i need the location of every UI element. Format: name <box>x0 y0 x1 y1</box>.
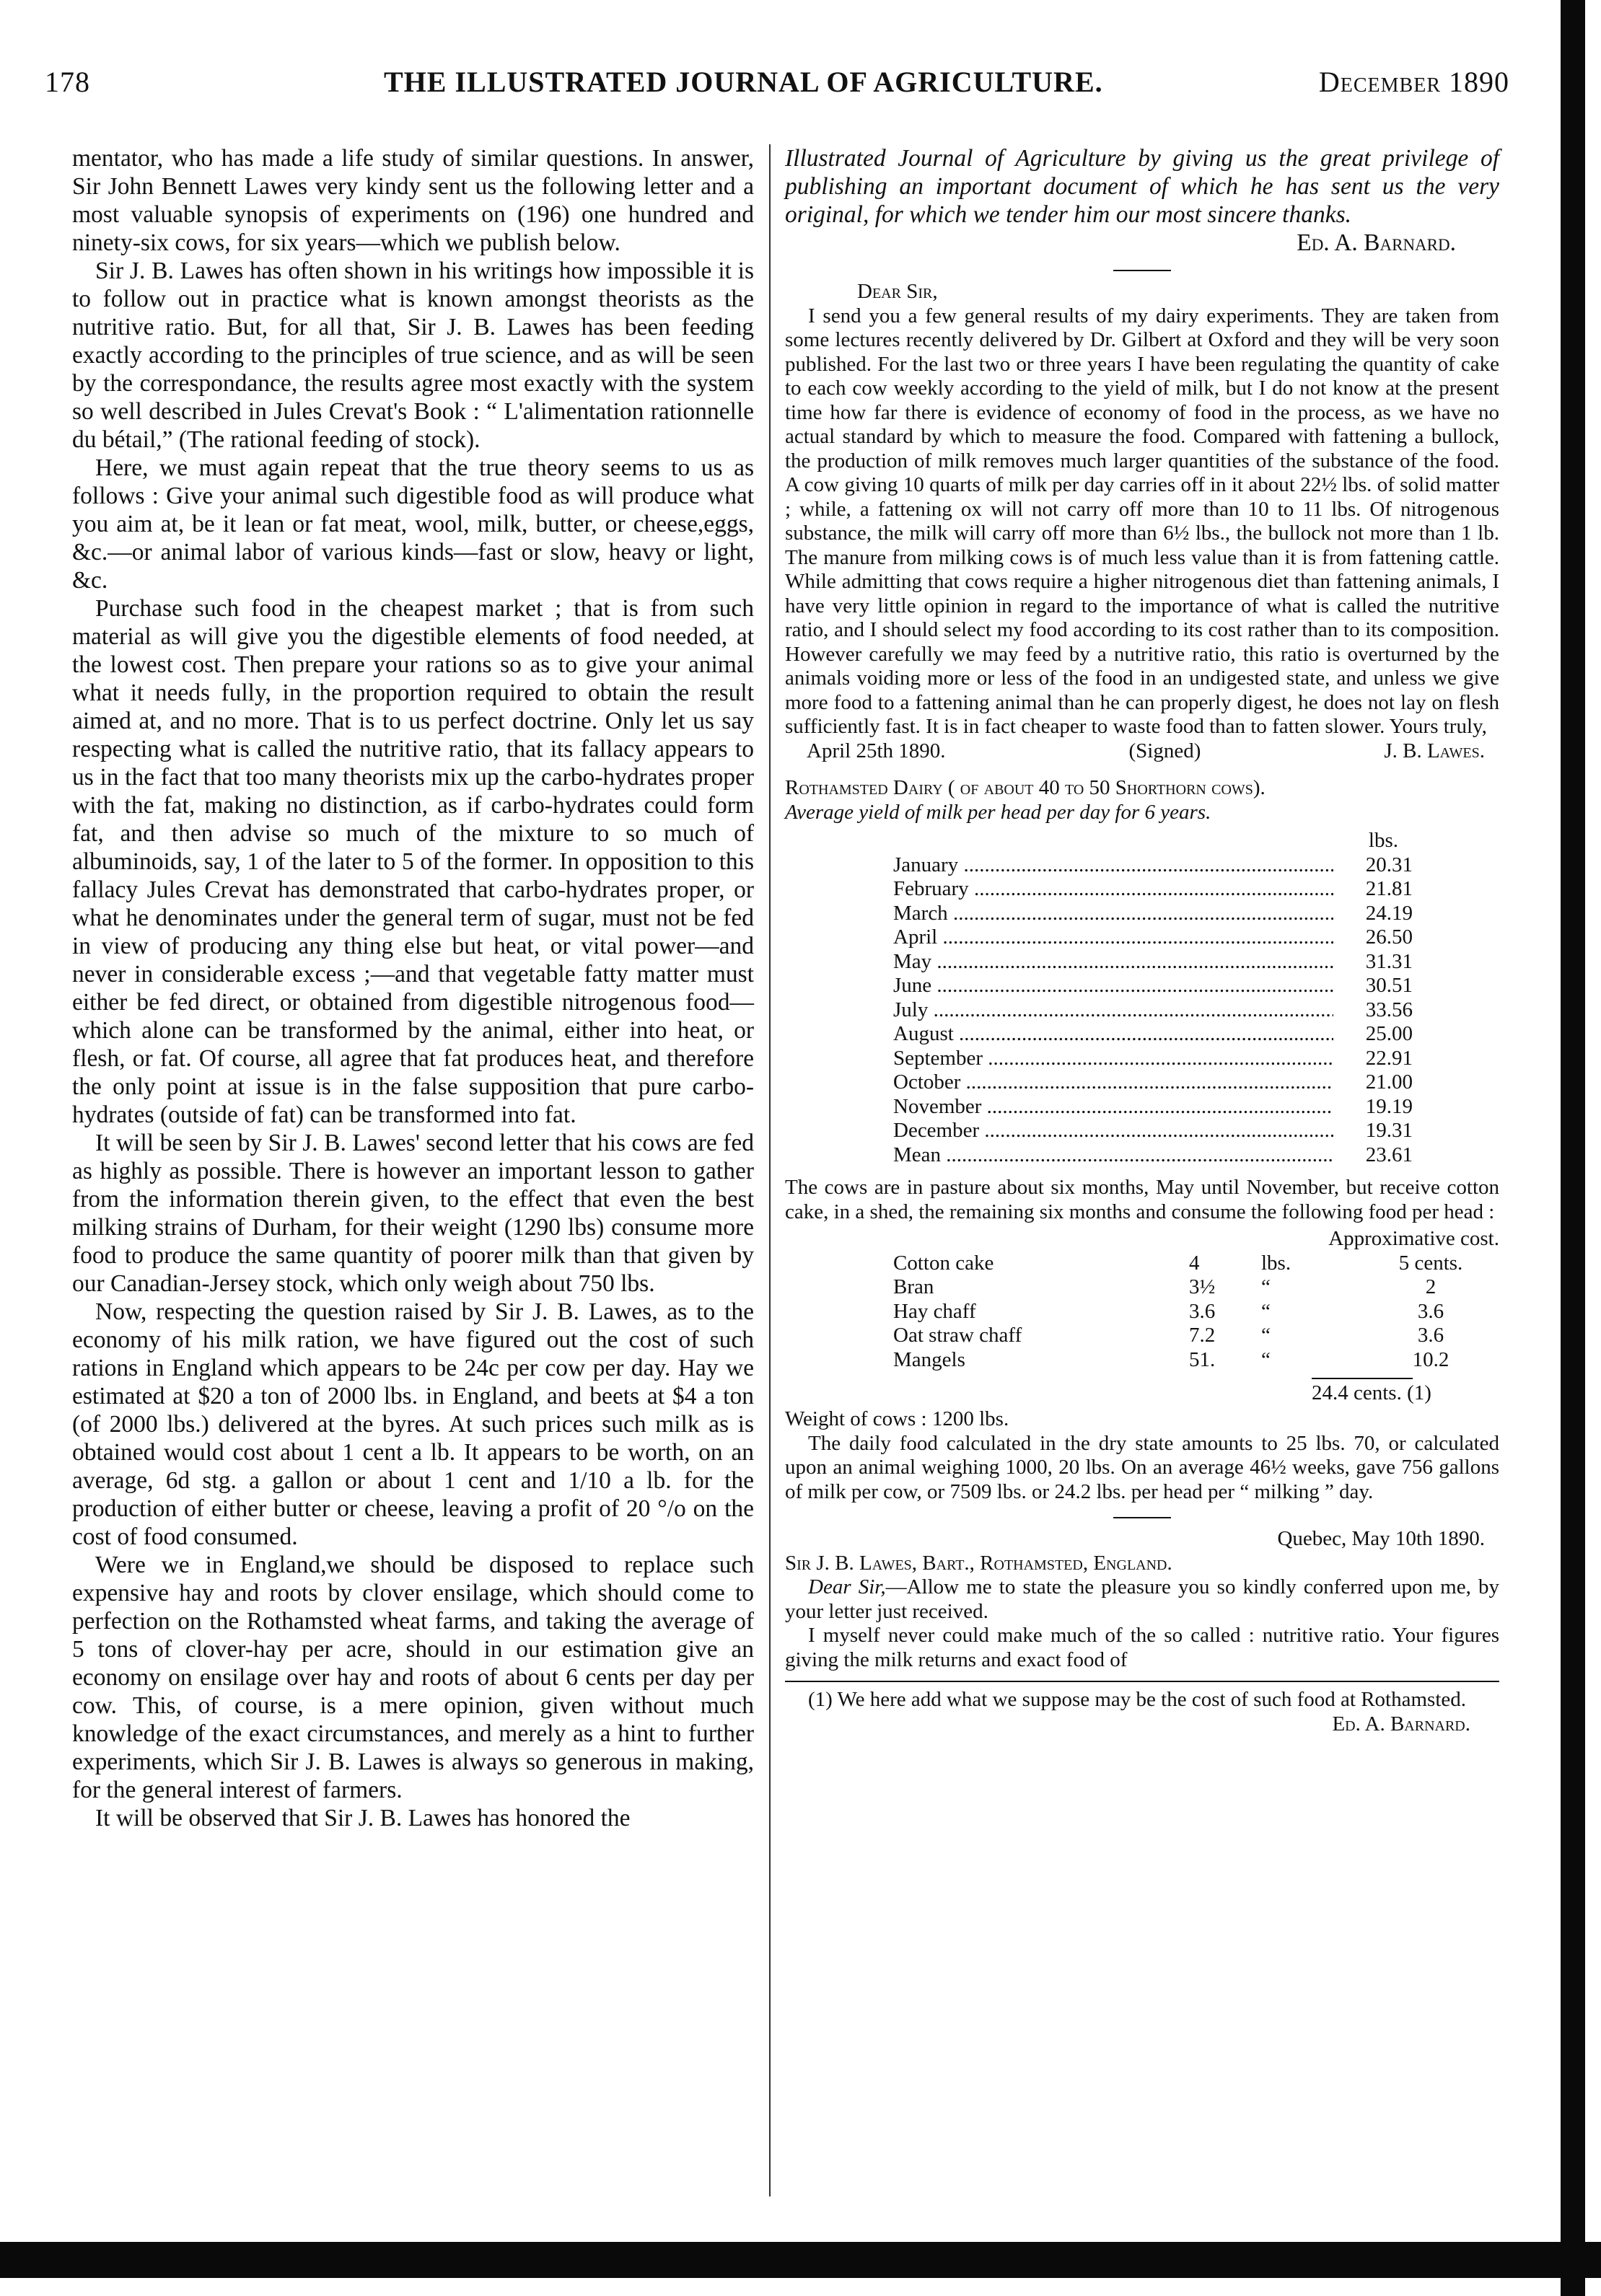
feed-unit: “ <box>1261 1324 1271 1347</box>
paragraph: Purchase such food in the cheapest market ; that is from such material as will give you the digestible elements of food needed, at the lowest cost. Then prepare your rations so as to give your animal what it needs fully, in the proportion required to obtain the result aimed at, and no more. That is to us perfect doctrine. Only let us say respecting what is called the nutritive ratio, that its fallacy appears to us in the fact that too many theorists mix up the carbo-hydrates proper with the fat, making no distinction, as if carbo-hydrates could form fat, and then advise so much of the mixture to so much of albuminoids, say, 1 of the later to 5 of the former. In opposition to this fallacy Jules Crevat has demonstrated that carbo-hydrates proper, or what he denominates under the general term of sugar, must not be fed in view of producing any thing else but heat, or vital power—and never in considerable excess ;—and that vegetable fatty matter must either be fed direct, or obtained from digestible nitrogenous food—which alone can be transformed by the animal, either into heat, or flesh, or fat. Of course, all agree that fat produces heat, and therefore the only point at issue is in the false supposition that pure carbo-hydrates (outside of fat) can be transformed into fat. <box>72 595 754 1128</box>
pasture-paragraph: The cows are in pasture about six months, May until November, but receive cotton cake, in a shed, the remaining six months and consume the following food per head : <box>785 1176 1499 1223</box>
second-letter-salutation: Dear Sir, <box>808 1575 886 1598</box>
table-row <box>893 1095 1413 1120</box>
yield-value: 24.19 <box>1365 901 1413 925</box>
month-label: April ..... <box>893 925 1333 950</box>
journal-title: THE ILLUSTRATED JOURNAL OF AGRICULTURE. <box>384 66 1103 98</box>
column-divider <box>769 144 771 2196</box>
footnote-signature: Ed. A. Barnard. <box>1332 1712 1470 1736</box>
paragraph: It will be observed that Sir J. B. Lawes has honored the <box>95 1805 631 1831</box>
feed-item: Cotton cake <box>893 1251 994 1275</box>
table-row <box>893 1119 1413 1143</box>
feed-item: Bran <box>893 1275 934 1298</box>
feed-qty: 3½ <box>1189 1275 1216 1298</box>
yield-value: 19.19 <box>1365 1094 1413 1118</box>
section-rule <box>1113 1517 1171 1518</box>
table-row <box>893 1070 1413 1095</box>
feed-cost: 5 cents. <box>1398 1251 1463 1275</box>
page-number: 178 <box>45 66 90 98</box>
letter-signature: J. B. Lawes. <box>1384 739 1485 762</box>
yield-value: 23.61 <box>1365 1143 1413 1166</box>
table-title: Rothamsted Dairy ( of about 40 to 50 Shorthorn cows). <box>785 776 1266 799</box>
page-header <box>45 65 1509 108</box>
table-unit: lbs. <box>1368 829 1398 852</box>
monthly-yield-table <box>893 829 1413 1167</box>
paragraph: It will be seen by Sir J. B. Lawes' second letter that his cows are fed as highly as possible. There is however an important lesson to gather from the information therein given, to the effect that even the best milking strains of Durham, for their weight (1290 lbs) consume more food to produce the same quantity of poorer milk than that given by our Canadian-Jersey stock, which only weigh about 750 lbs. <box>72 1130 754 1297</box>
second-letter-paragraph <box>785 1575 1499 1624</box>
table-row <box>893 1047 1413 1071</box>
yield-value: 22.91 <box>1365 1046 1413 1070</box>
table-row <box>893 950 1413 975</box>
feed-item: Oat straw chaff <box>893 1324 1022 1347</box>
feed-qty: 7.2 <box>1189 1324 1216 1347</box>
second-letter-addressee: Sir J. B. Lawes, Bart., Rothamsted, England. <box>785 1551 1172 1575</box>
intro-paragraph: Illustrated Journal of Agriculture by giving us the great privilege of publishing an important document of which he has sent us the very original, for which we tender him our most sincere thanks. <box>785 145 1499 228</box>
yield-value: 30.51 <box>1365 974 1413 997</box>
yield-value: 20.31 <box>1365 853 1413 876</box>
month-label: June ..... <box>893 974 1333 998</box>
feed-item: Hay chaff <box>893 1299 976 1323</box>
month-label: October ..... <box>893 1070 1333 1095</box>
footnote-rule <box>785 1681 1499 1682</box>
feed-qty: 3.6 <box>1189 1299 1216 1323</box>
month-label: May ..... <box>893 950 1333 975</box>
feed-unit: “ <box>1261 1347 1271 1371</box>
daily-food-paragraph: The daily food calculated in the dry state amounts to 25 lbs. 70, or calculated upon an animal weighing 1000, 20 lbs. On an average 46½ weeks, gave 756 gallons of milk per cow, or 7509 lbs. or 24.2 lbs. per head per “ milking ” day. <box>785 1431 1499 1503</box>
yield-value: 33.56 <box>1365 998 1413 1021</box>
editor-signature: Ed. A. Barnard. <box>1297 229 1456 256</box>
month-label: November ..... <box>893 1095 1333 1120</box>
feed-cost-header: Approximative cost. <box>1328 1227 1499 1250</box>
month-label: January ..... <box>893 853 1333 878</box>
table-row <box>893 998 1413 1023</box>
page-edge-bar-bottom <box>0 2242 1601 2278</box>
paragraph: Sir J. B. Lawes has often shown in his writings how impossible it is to follow out in practice what is known amongst theorists as the nutritive ratio. But, for all that, Sir J. B. Lawes has been feeding exactly according to the principles of true science, and as will be seen by the correspondance, the results agree most exactly with the system so well described in Jules Crevat's Book : “ L'alimentation rationnelle du bétail,” (The rational feeding of stock). <box>72 258 754 453</box>
paragraph: Now, respecting the question raised by Sir J. B. Lawes, as to the economy of his milk ration, we have figured out the cost of such rations in England which appears to be 24c per cow per day. Hay we estimated at $20 a ton of 2000 lbs. in England, and beets at $4 a ton (of 2000 lbs.) delivered at the byres. At such prices such milk as is obtained would cost about 1 cent a lb. It appears to be worth, on an average, 6d stg. a gallon or about 1 cent and 1/10 a lb. for the production of either butter or cheese, leaving a profit of 20 °/o on the cost of food consumed. <box>72 1298 754 1550</box>
yield-value: 31.31 <box>1365 949 1413 973</box>
feed-cost: 10.2 <box>1412 1347 1449 1371</box>
feed-unit: “ <box>1261 1299 1271 1323</box>
feed-row <box>893 1275 1499 1300</box>
month-label: February ..... <box>893 877 1333 902</box>
yield-value: 21.81 <box>1365 877 1413 900</box>
feed-row <box>893 1252 1499 1276</box>
table-row-mean <box>893 1143 1413 1168</box>
second-letter-paragraph: I myself never could make much of the so called : nutritive ratio. Your figures giving the milk returns and exact food of <box>785 1624 1499 1671</box>
table-row <box>893 1022 1413 1047</box>
left-column <box>72 144 754 1832</box>
letter-salutation: Dear Sir, <box>857 280 938 303</box>
feed-unit: lbs. <box>1261 1251 1291 1275</box>
right-column <box>785 144 1499 1736</box>
feed-qty: 51. <box>1189 1347 1216 1371</box>
table-row <box>893 853 1413 878</box>
table-row <box>893 902 1413 926</box>
feed-item: Mangels <box>893 1347 965 1371</box>
table-subtitle: Average yield of milk per head per day for 6 years. <box>785 800 1211 824</box>
letter-date: April 25th 1890. <box>807 739 946 762</box>
page-edge-bar-right <box>1561 0 1585 2296</box>
feed-row <box>893 1324 1499 1348</box>
month-label: December ..... <box>893 1119 1333 1143</box>
yield-value: 21.00 <box>1365 1070 1413 1094</box>
table-row <box>893 877 1413 902</box>
feed-cost: 3.6 <box>1417 1324 1444 1347</box>
month-label: Mean ..... <box>893 1143 1333 1168</box>
month-label: August ..... <box>893 1022 1333 1047</box>
section-rule <box>1113 270 1171 271</box>
yield-value: 25.00 <box>1365 1022 1413 1045</box>
second-letter-date: Quebec, May 10th 1890. <box>1277 1527 1485 1550</box>
month-label: March ..... <box>893 902 1333 926</box>
feed-table <box>893 1227 1499 1372</box>
second-letter-text: —Allow me to state the pleasure you so kindly conferred upon me, by your letter just received. <box>785 1575 1499 1623</box>
feed-row <box>893 1300 1499 1324</box>
letter-body: I send you a few general results of my dairy experiments. They are taken from some lectures recently delivered by Dr. Gilbert at Oxford and they will be very soon published. For the last two or three years I have been regulating the quantity of cake to each cow weekly according to the yield of milk, but I do not know at the present time how far there is evidence of economy of food in the process, as we have no actual standard by which to measure the food. Compared with fattening a bullock, the production of milk removes much larger quantities of the substance of the food. A cow giving 10 quarts of milk per day carries off in it about 22½ lbs. of solid matter ; while, a fattening ox will not carry off more than 10 to 11 lbs. Of nitrogenous substance, the milk will carry off more than 6½ lbs., the bullock not more than 1 lb. The manure from milking cows is of much less value than it is from fattening cattle. While admitting that cows require a higher nitrogenous diet than fattening animals, I have very little opinion in regard to the importance of what is called the nutritive ratio, and I should select my food according to its cost rather than to its composition. However carefully we may feed by a nutritive ratio, this ratio is overturned by the animals voiding more or less of the food in an undigested state, and unless we give more food to a fattening animal than he can properly digest, he does not lay on flesh sufficiently fast. It is in fact cheaper to waste food than to fatten slower. Yours truly, <box>785 304 1499 738</box>
feed-cost: 2 <box>1425 1275 1436 1298</box>
paragraph: Here, we must again repeat that the true theory seems to us as follows : Give your animal such digestible food as will produce what you aim at, be it lean or fat meat, wool, milk, butter, or cheese,eggs, &c.—or animal labor of various kinds—fast or slow, heavy or light, &c. <box>72 454 754 594</box>
feed-row <box>893 1348 1499 1373</box>
table-row <box>893 925 1413 950</box>
paragraph: mentator, who has made a life study of similar questions. In answer, Sir John Bennett Lawes very kindy sent us the following letter and a most valuable synopsis of experiments on (196) one hundred and ninety-six cows, for six years—which we publish below. <box>72 145 754 256</box>
yield-value: 26.50 <box>1365 925 1413 949</box>
yield-value: 19.31 <box>1365 1119 1413 1142</box>
month-label: September ..... <box>893 1047 1333 1071</box>
letter-signed: (Signed) <box>1128 739 1201 762</box>
letter-signoff <box>785 739 1499 764</box>
feed-unit: “ <box>1261 1275 1271 1298</box>
paragraph: Were we in England,we should be disposed to replace such expensive hay and roots by clover ensilage, which should come to perfection on the Rothamsted wheat farms, and taking the average of 5 tons of clover-hay per acre, should in our estimation give an economy on ensilage over hay and roots of about 6 cents per day per cow. This, of course, is a mere opinion, given without much knowledge of the exact circumstances, and merely as a hint to further experiments, which Sir J. B. Lawes is always so generous in making, for the general interest of farmers. <box>72 1552 754 1803</box>
footnote: (1) We here add what we suppose may be the cost of such food at Rothamsted. <box>808 1688 1466 1711</box>
feed-total: 24.4 cents. (1) <box>1312 1381 1431 1404</box>
feed-cost: 3.6 <box>1417 1299 1444 1323</box>
issue-date: December 1890 <box>1318 66 1509 98</box>
feed-qty: 4 <box>1189 1251 1200 1275</box>
month-label: July ..... <box>893 998 1333 1023</box>
weight-line: Weight of cows : 1200 lbs. <box>785 1407 1009 1430</box>
table-row <box>893 974 1413 998</box>
